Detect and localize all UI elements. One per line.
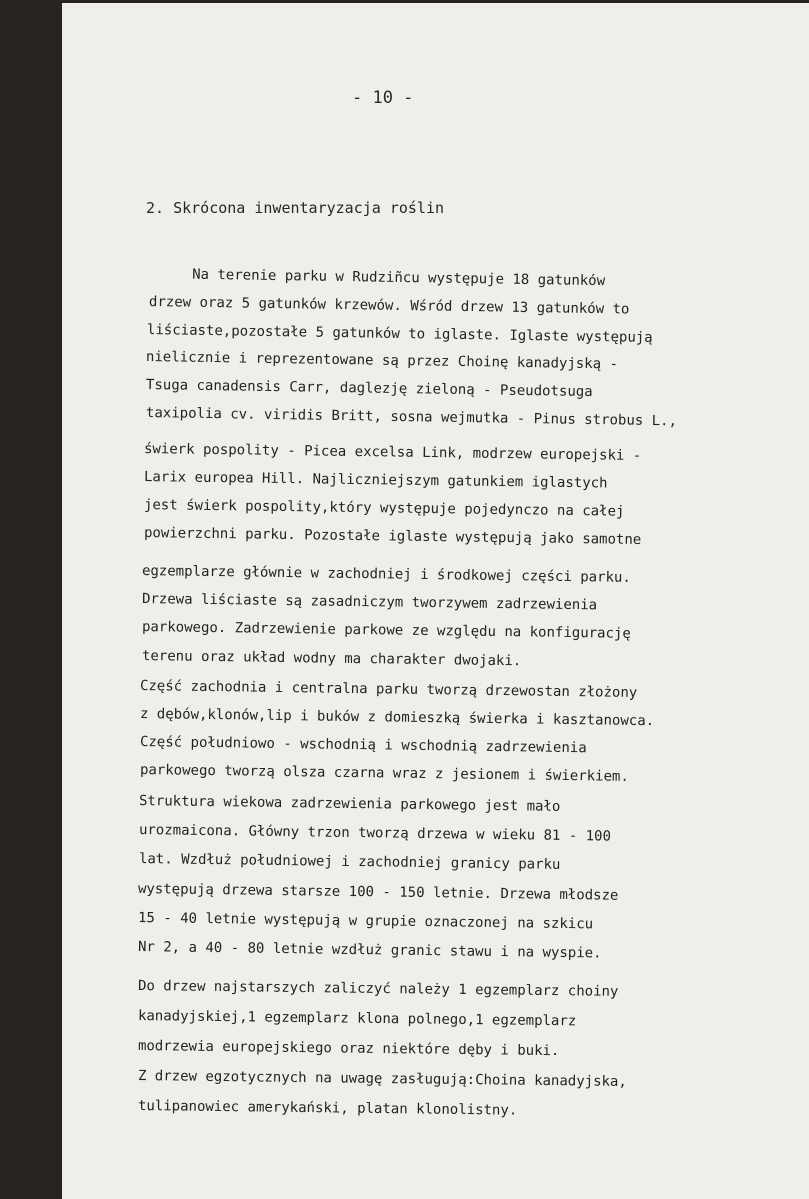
text-line: występują drzewa starsze 100 - 150 letnie. Drzewa młodsze — [137, 881, 619, 904]
text-line: liściaste,pozostałe 5 gatunków to iglaste. Iglaste występują — [146, 322, 653, 346]
text-line: taxipolia cv. viridis Britt, sosna wejmutka - Pinus strobus L., — [145, 405, 678, 430]
text-line: drzew oraz 5 gatunków krzewów. Wśród drzew 13 gatunków to — [148, 294, 630, 318]
text-line: egzemplarze głównie w zachodniej i środkowej części parku. — [141, 563, 631, 586]
text-line: terenu oraz układ wodny ma charakter dwojaki. — [141, 648, 522, 670]
text-line: Larix europea Hill. Najliczniejszym gatunkiem iglastych — [143, 469, 608, 492]
text-line: parkowego tworzą olsza czarna wraz z jesionem i świerkiem. — [139, 762, 629, 785]
text-line: kanadyjskiej,1 egzemplarz klona polnego,1 egzemplarz — [137, 1008, 577, 1030]
text-line: Na terenie parku w Rudziñcu występuje 18 gatunków — [149, 266, 606, 290]
text-line: Tsuga canadensis Carr, daglezję zieloną - Pseudotsuga — [145, 377, 593, 401]
text-line: Z drzew egzotycznych na uwagę zasługują:Choina kanadyjska, — [137, 1068, 627, 1090]
page-number: - 10 - — [352, 88, 414, 108]
text-line: lat. Wzdłuż południowej i zachodniej granicy parku — [138, 851, 561, 873]
body-text — [62, 3, 809, 1199]
text-line: Część zachodnia i centralna parku tworzą drzewostan złożony — [139, 678, 638, 701]
document-page — [62, 3, 809, 1199]
text-line: parkowego. Zadrzewienie parkowe ze względu na konfigurację — [141, 619, 631, 642]
text-line: jest świerk pospolity,który występuje pojedynczo na całej — [143, 497, 625, 520]
text-line: Część południowo - wschodnią i wschodnią zadrzewienia — [139, 734, 587, 757]
text-line: urozmaicona. Główny trzon tworzą drzewa w wieku 81 - 100 — [138, 822, 612, 845]
text-line: nielicznie i reprezentowane są przez Choinę kanadyjską - — [145, 349, 619, 373]
section-heading: 2. Skrócona inwentaryzacja roślin — [146, 199, 445, 217]
text-line: tulipanowiec amerykański, platan klonolistny. — [137, 1098, 518, 1119]
text-line: świerk pospolity - Picea excelsa Link, modrzew europejski - — [143, 441, 642, 464]
text-line: Drzewa liściaste są zasadniczym tworzywem zadrzewienia — [141, 591, 598, 614]
text-line: Struktura wiekowa zadrzewienia parkowego jest mało — [138, 793, 561, 815]
text-line: Nr 2, a 40 - 80 letnie wzdłuż granic stawu i na wyspie. — [137, 939, 602, 962]
text-line: 15 - 40 letnie występują w grupie oznaczonej na szkicu — [137, 910, 594, 933]
text-line: Do drzew najstarszych zaliczyć należy 1 egzemplarz choiny — [137, 978, 619, 1000]
text-line: modrzewia europejskiego oraz niektóre dęby i buki. — [137, 1038, 560, 1060]
text-line: z dębów,klonów,lip i buków z domieszką świerka i kasztanowca. — [139, 706, 655, 730]
text-line: powierzchni parku. Pozostałe iglaste występują jako samotne — [143, 525, 642, 548]
